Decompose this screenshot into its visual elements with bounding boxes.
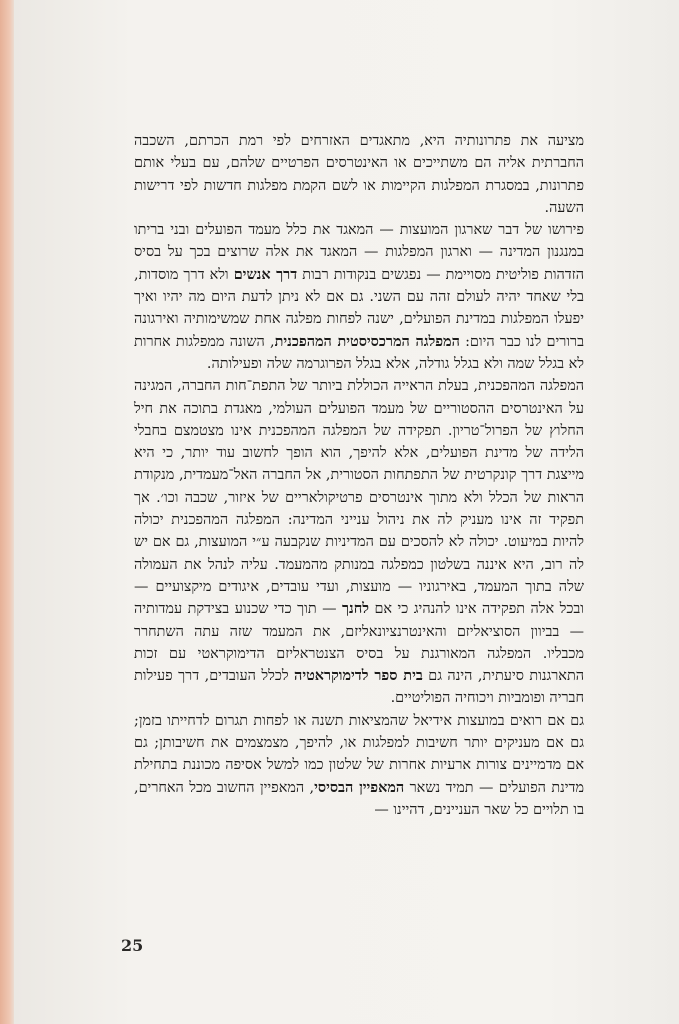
paragraph: פירושו של דבר שארגון המועצות — המאגד את כלל מעמד הפועלים ובני בריתו במנגנון המדינה — וארגון המפלגות — המאגד את אלה שרוצים בכך על בסיס הזדהות פוליטית מסויימת — נפגשים בנקודות רבות דרך אנשים ולא דרך מוסדות, בלי שאחד יהיה לעולם זהה עם השני. גם אם לא ניתן לדעת היום מה יהיו ואיך יפעלו המפלגות במדינת הפועלים, ישנה לפחות מפלגה אחת שמשימותיה ואירגונה ברורים לנו כבר היום: המפלגה המרכסיסטית המהפכנית, השונה ממפלגות אחרות לא בגלל שמה ולא בגלל גודלה, אלא בגלל הפרוגרמה שלה ופעילותה. <box>134 222 585 372</box>
paragraph: המפלגה המהפכנית, בעלת הראייה הכוללת ביותר של התפת־חות החברה, המגינה על האינטרסים ההסטוריים של מעמד הפועלים העולמי, מאגדת בתוכה את חיל החלוץ של הפרול־טריון. תפקידה של המפלגה המהפכנית אינו מצטמצם בחבלי הלידה של מדינת הפועלים, אלא להיפך, הוא הופך לחשוב עוד יותר, כי היא מייצגת דרך קונקרטית של התפתחות הסטורית, אל החברה האל־מעמדית, מנקודת הראות של הכלל ולא מתוך אינטרסים פרטיקולאריים של איזור, שכבה וכו׳. אך תפקיד זה אינו מעניק לה את ניהול ענייני המדינה: המפלגה המהפכנית יכולה להיות במיעוט. יכולה לא להסכים עם המדיניות שנקבעה ע״י המועצות, גם אם יש לה רוב, היא איננה בשלטון כמפלגה במנותק מהמעמד. עליה לנהל את העמולה שלה בתוך המעמד, באירגוניו — מועצות, ועדי עובדים, איגודים מיקצועיים — ובכל אלה תפקידה אינו להנהיג כי אם לחנך — תוך כדי שכנוע בצידקת עמדותיה — בביוון הסוציאליזם והאינטרנציונאליזם, את המעמד שזה עתה השתחרר מכבליו. המפלגה המאורגנת על בסיס הצנטראליזם הדימוקראטי עם זכות התארגנות סיעתית, הינה גם בית ספר לדימוקראטיה לכלל העובדים, דרך פעילות חבריה ופומביות ויכוחיה הפוליטיים. <box>134 378 585 707</box>
emphasis-text: בית ספר לדימוקראטיה <box>294 667 423 685</box>
emphasis-text: המפלגה המרכסיסטית המהפכנית <box>274 332 460 350</box>
body-text <box>134 130 584 821</box>
emphasis-text: המאפיין הבסיסי <box>314 778 405 796</box>
paragraph: גם אם רואים במועצות אידיאל שהמציאות תשנה או לפחות תגרום לדחייתו בזמן; גם אם מעניקים יותר חשיבות למפלגות או, להיפך, מצמצמים את חשיבותן; גם אם מדמיינים צורות ארעיות אחרות של שלטון כמו למשל אסיפה מכוננת בתחילת מדינת הפועלים — תמיד נשאר המאפיין הבסיסי, המאפיין החשוב מכל האחרים, בו תלויים כל שאר העניינים, דהיינו — <box>134 712 585 818</box>
page-number: 25 <box>121 936 144 955</box>
paragraph: מציעה את פתרונותיה היא, מתאגדים האזרחים לפי רמת הכרתם, השכבה החברתית אליה הם משתייכים או האינטרסים הפרטיים שלהם, עם בעלי אותם פתרונות, במסגרת המפלגות הקיימות או לשם הקמת מפלגות חדשות לפי דרישות השעה. <box>134 133 584 216</box>
emphasis-text: דרך אנשים <box>233 265 298 283</box>
book-page <box>14 0 679 1024</box>
emphasis-text: לחנך <box>341 600 369 618</box>
